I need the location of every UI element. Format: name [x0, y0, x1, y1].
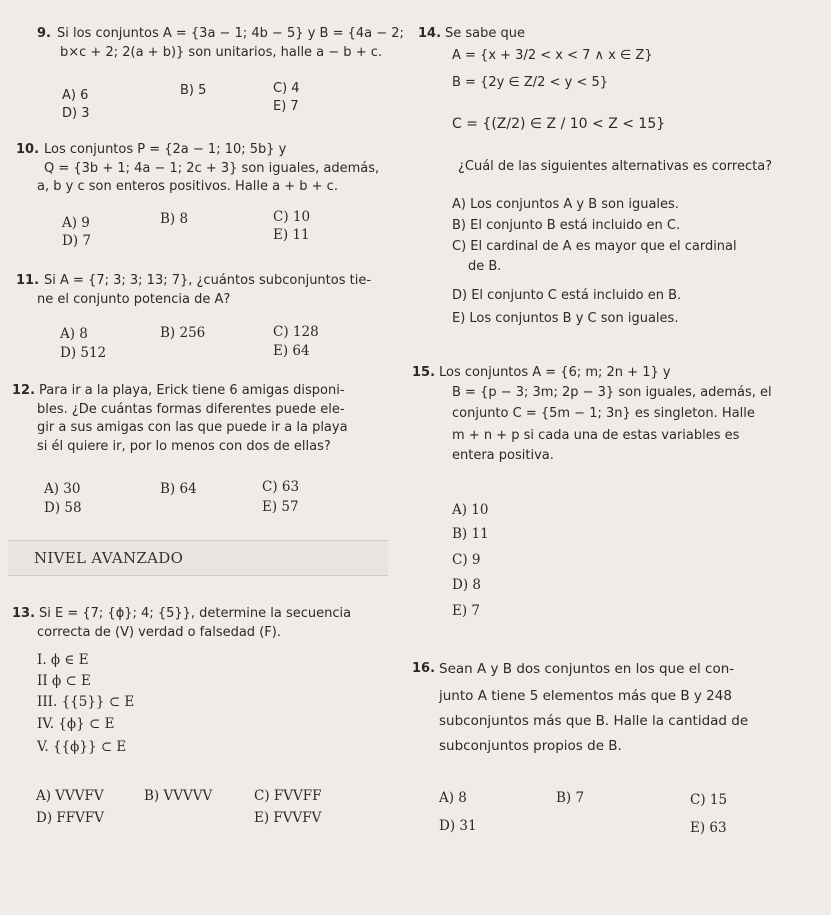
q16-statement-line4: subconjuntos propios de B.	[439, 738, 622, 754]
q14-option-a: A) Los conjuntos A y B son iguales.	[452, 197, 679, 212]
q12-statement-line2: bles. ¿De cuántas formas diferentes puede ele-	[37, 402, 345, 417]
q10-option-c: C) 10	[273, 209, 311, 225]
q13-option-d: D) FFVFV	[36, 810, 104, 826]
q15-option-e: E) 7	[452, 603, 481, 619]
q12-option-e: E) 57	[262, 499, 299, 515]
q11-statement-line2: ne el conjunto potencia de A?	[37, 292, 231, 307]
q14-number: 14.	[418, 26, 442, 41]
section-header-band	[8, 540, 388, 576]
q12-number: 12.	[12, 383, 36, 398]
q9-statement-line2: b×c + 2; 2(a + b)} son unitarios, halle a − b + c.	[60, 45, 382, 60]
q14-set-b: B = {2y ∈ Z/2 < y < 5}	[452, 75, 609, 90]
q16-option-c: C) 15	[690, 792, 728, 808]
q15-option-a: A) 10	[452, 502, 489, 518]
q10-option-a: A) 9	[62, 215, 90, 231]
q9-option-a: A) 6	[62, 88, 89, 103]
q11-number: 11.	[16, 273, 40, 288]
q10-number: 10.	[16, 142, 40, 157]
q12-option-d: D) 58	[44, 500, 82, 516]
q13-item-4: IV. {ϕ} ⊂ E	[37, 716, 115, 732]
q13-item-3: III. {{5}} ⊂ E	[37, 694, 135, 710]
q16-statement-line1: Sean A y B dos conjuntos en los que el con-	[439, 661, 735, 677]
q16-statement-line2: junto A tiene 5 elementos más que B y 248	[439, 688, 732, 704]
q10-statement-line1: Los conjuntos P = {2a − 1; 10; 5b} y	[44, 142, 287, 157]
q15-statement-line2: B = {p − 3; 3m; 2p − 3} son iguales, además, el	[452, 385, 772, 400]
q9-option-b: B) 5	[180, 83, 207, 98]
q13-option-a: A) VVVFV	[36, 788, 104, 804]
q10-option-b: B) 8	[160, 211, 189, 227]
q13-statement-line1: Si E = {7; {ϕ}; 4; {5}}, determine la secuencia	[39, 606, 352, 621]
q14-option-c-line1: C) El cardinal de A es mayor que el cardinal	[452, 239, 737, 254]
q13-item-2: II ϕ ⊂ E	[37, 673, 91, 689]
q15-statement-line1: Los conjuntos A = {6; m; 2n + 1} y	[439, 365, 671, 380]
q9-option-e: E) 7	[273, 99, 299, 114]
q15-number: 15.	[412, 365, 436, 380]
q12-option-b: B) 64	[160, 481, 197, 497]
q14-intro: Se sabe que	[445, 26, 525, 41]
q13-item-1: I. ϕ ∈ E	[37, 652, 89, 668]
q12-option-a: A) 30	[44, 481, 81, 497]
q11-option-a: A) 8	[60, 326, 88, 342]
q9-option-d: D) 3	[62, 106, 90, 121]
q16-option-b: B) 7	[556, 790, 585, 806]
q16-option-d: D) 31	[439, 818, 477, 834]
q12-statement-line4: si él quiere ir, por lo menos con dos de ellas?	[37, 439, 331, 454]
q9-number: 9.	[37, 26, 51, 41]
q14-option-c-line2: de B.	[468, 259, 502, 274]
q14-option-e: E) Los conjuntos B y C son iguales.	[452, 311, 679, 326]
q12-statement-line3: gir a sus amigas con las que puede ir a la playa	[37, 420, 348, 435]
q12-statement-line1: Para ir a la playa, Erick tiene 6 amigas disponi-	[39, 383, 345, 398]
section-title: NIVEL AVANZADO	[34, 549, 184, 567]
q15-option-b: B) 11	[452, 526, 489, 542]
q9-statement-line1: Si los conjuntos A = {3a − 1; 4b − 5} y B = {4a − 2;	[57, 26, 404, 41]
q16-number: 16.	[412, 661, 436, 676]
q11-option-e: E) 64	[273, 343, 310, 359]
q13-statement-line2: correcta de (V) verdad o falsedad (F).	[37, 625, 281, 640]
q14-set-a: A = {x + 3/2 < x < 7 ∧ x ∈ Z}	[452, 48, 653, 63]
q13-number: 13.	[12, 606, 36, 621]
q13-option-c: C) FVVFF	[254, 788, 322, 804]
q14-set-c: C = {(Z/2) ∈ Z / 10 < Z < 15}	[452, 116, 666, 132]
q16-statement-line3: subconjuntos más que B. Halle la cantidad de	[439, 713, 749, 729]
q15-statement-line5: entera positiva.	[452, 448, 554, 463]
q10-option-d: D) 7	[62, 233, 91, 249]
q14-option-d: D) El conjunto C está incluido en B.	[452, 288, 682, 303]
q11-option-b: B) 256	[160, 325, 206, 341]
q12-option-c: C) 63	[262, 479, 300, 495]
q14-question: ¿Cuál de las siguientes alternativas es correcta?	[458, 159, 773, 174]
q10-statement-line2: Q = {3b + 1; 4a − 1; 2c + 3} son iguales, además,	[44, 161, 380, 176]
q13-option-e: E) FVVFV	[254, 810, 322, 826]
q10-option-e: E) 11	[273, 227, 310, 243]
q15-statement-line4: m + n + p si cada una de estas variables es	[452, 428, 740, 443]
q16-option-a: A) 8	[439, 790, 467, 806]
q15-option-c: C) 9	[452, 552, 481, 568]
q16-option-e: E) 63	[690, 820, 727, 836]
q9-option-c: C) 4	[273, 81, 300, 96]
q10-statement-line3: a, b y c son enteros positivos. Halle a + b + c.	[37, 179, 338, 194]
q13-option-b: B) VVVVV	[144, 788, 213, 804]
q14-option-b: B) El conjunto B está incluido en C.	[452, 218, 681, 233]
q11-option-d: D) 512	[60, 345, 107, 361]
q13-item-5: V. {{ϕ}} ⊂ E	[37, 739, 127, 755]
q15-statement-line3: conjunto C = {5m − 1; 3n} es singleton. Halle	[452, 406, 755, 421]
q15-option-d: D) 8	[452, 577, 481, 593]
q11-option-c: C) 128	[273, 324, 319, 340]
q11-statement-line1: Si A = {7; 3; 3; 13; 7}, ¿cuántos subconjuntos tie-	[44, 273, 372, 288]
